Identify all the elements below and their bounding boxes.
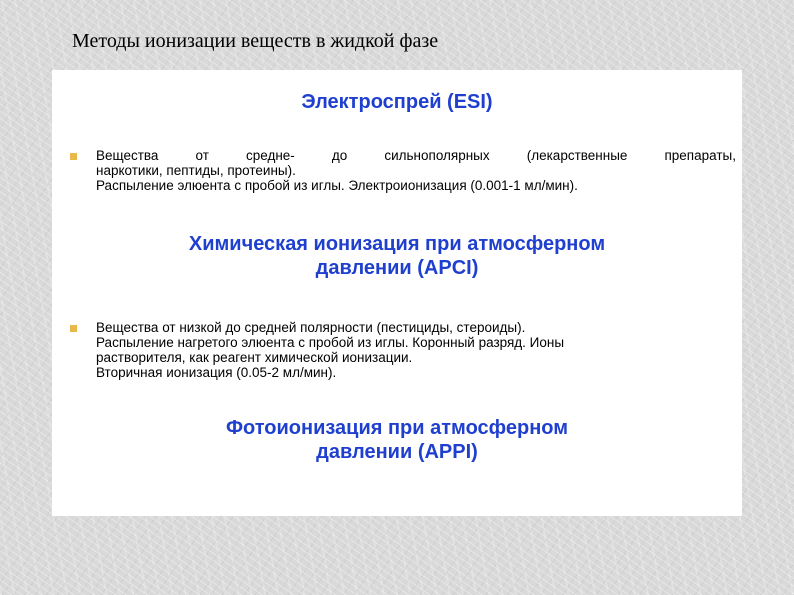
appi-heading-line-2: давлении (APPI) bbox=[316, 441, 478, 463]
esi-heading bbox=[52, 90, 742, 114]
bullet-square-icon bbox=[70, 325, 77, 332]
appi-heading bbox=[52, 416, 742, 464]
bullet-line: растворителя, как реагент химической ионизации. bbox=[96, 350, 413, 365]
apci-heading bbox=[52, 232, 742, 280]
apci-heading-line-1: Химическая ионизация при атмосферном bbox=[188, 233, 606, 255]
content-panel bbox=[52, 70, 742, 516]
esi-heading-line: Электроспрей (ESI) bbox=[301, 91, 493, 113]
bullet-line: Вещества от низкой до средней полярности (пестициды, стероиды). bbox=[96, 320, 526, 335]
slide-title: Методы ионизации веществ в жидкой фазе bbox=[72, 30, 439, 52]
apci-heading-line-2: давлении (APCI) bbox=[315, 257, 479, 279]
bullet-square-icon bbox=[70, 153, 77, 160]
bullet-line: Распыление элюента с пробой из иглы. Электроионизация (0.001-1 мл/мин). bbox=[96, 178, 578, 193]
bullet-line: наркотики, пептиды, протеины). bbox=[96, 163, 296, 178]
bullet-line: Распыление нагретого элюента с пробой из иглы. Коронный разряд. Ионы bbox=[96, 335, 565, 350]
apci-bullet-text bbox=[96, 320, 736, 380]
bullet-line: Вещества от средне- до сильнополярных (лекарственные препараты, bbox=[96, 148, 736, 163]
bullet-line: Вторичная ионизация (0.05-2 мл/мин). bbox=[96, 365, 337, 380]
esi-bullet-text bbox=[96, 148, 736, 193]
appi-heading-line-1: Фотоионизация при атмосферном bbox=[225, 417, 569, 439]
